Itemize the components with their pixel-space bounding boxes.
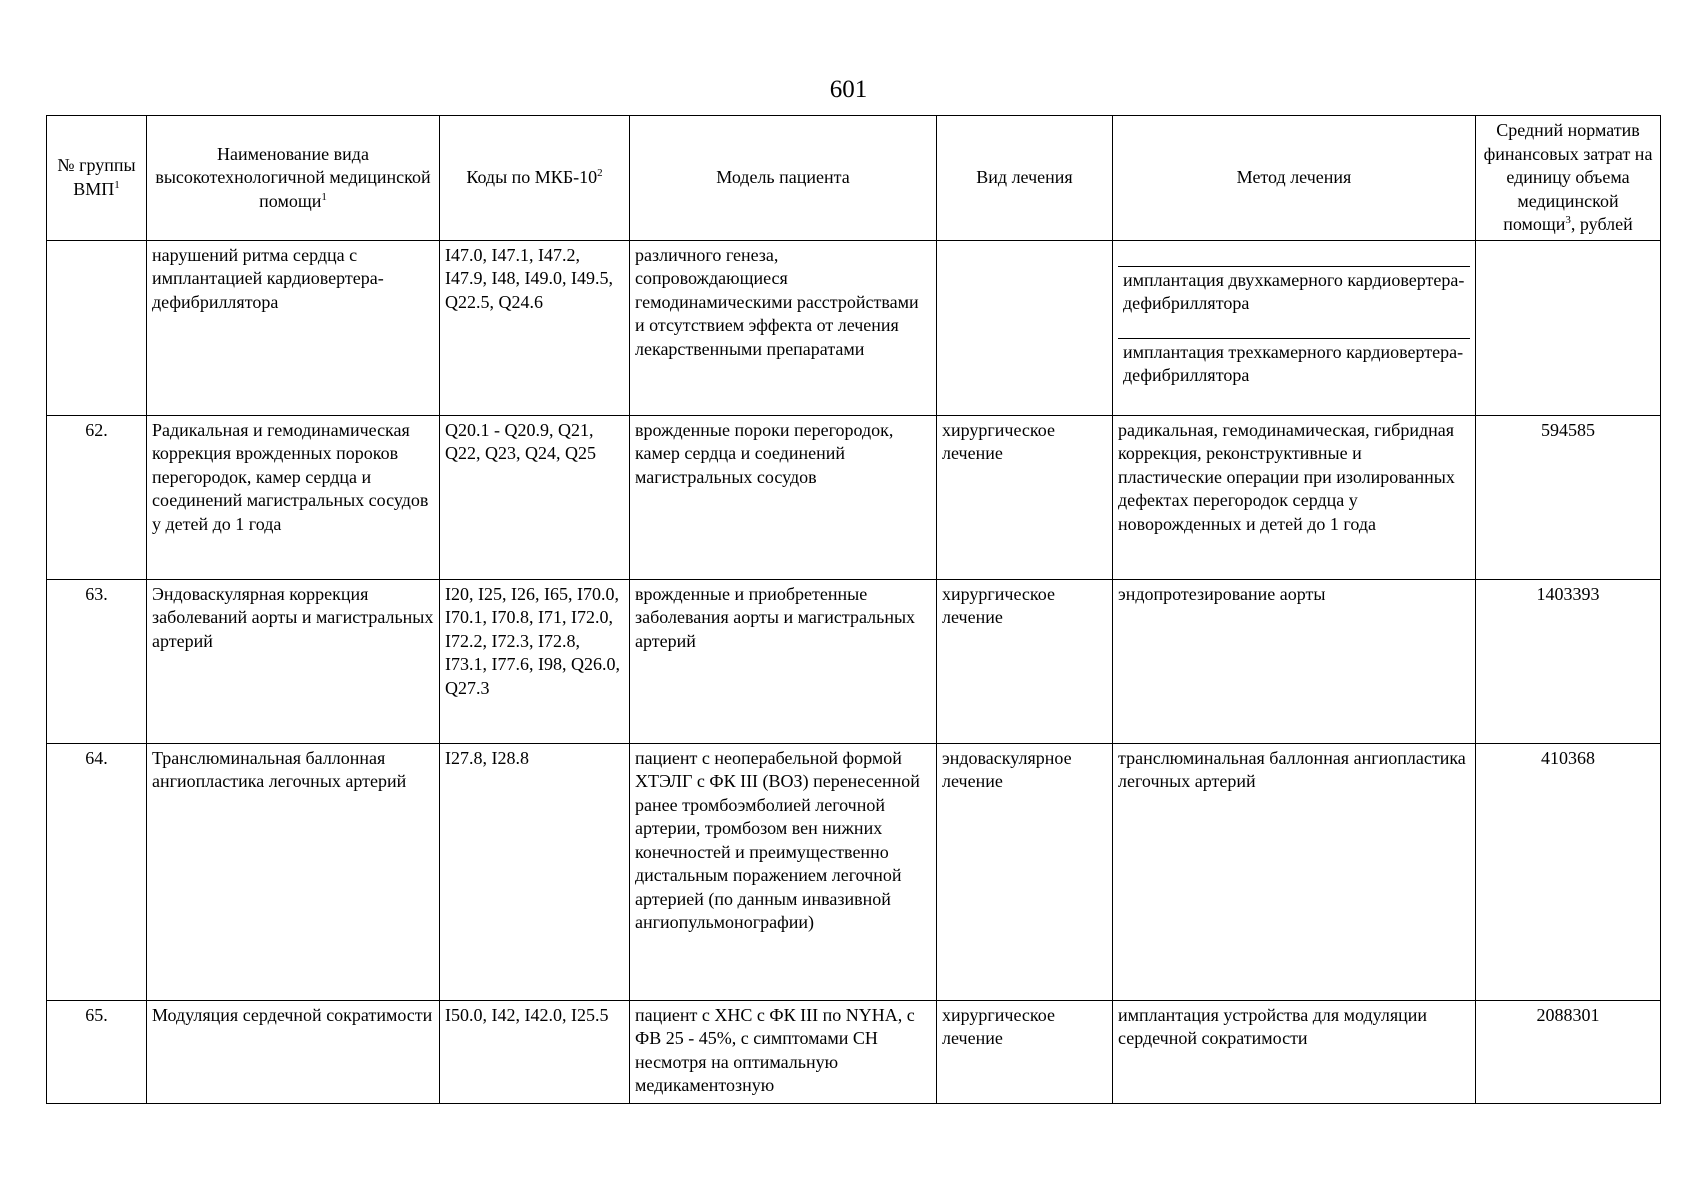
- header-cost: Средний норматив финансовых затрат на единицу объема медицинской помощи$^3$, рублей: [1476, 116, 1661, 241]
- row-type: хирургическое лечение: [937, 579, 1113, 743]
- row-model: пациент с ХНС с ФК III по NYHA, с ФВ 25 - 45%, с симптомами СН несмотря на оптимальную медикаментозную: [630, 1000, 937, 1103]
- row-codes: I27.8, I28.8: [440, 743, 630, 1000]
- header-model: Модель пациента: [630, 116, 937, 241]
- row-method: эндопротезирование аорты: [1113, 579, 1476, 743]
- table-row: [47, 1000, 1661, 1103]
- row-cost: 1403393: [1476, 579, 1661, 743]
- row-name: Эндоваскулярная коррекция заболеваний аорты и магистральных артерий: [147, 579, 440, 743]
- row-name: Радикальная и гемодинамическая коррекция врожденных пороков перегородок, камер сердца и соединений магистральных сосудов у детей до 1 года: [147, 415, 440, 579]
- header-type: Вид лечения: [937, 116, 1113, 241]
- row-name: Модуляция сердечной сократимости: [147, 1000, 440, 1103]
- row-num: 63.: [47, 579, 147, 743]
- row-num: 64.: [47, 743, 147, 1000]
- row-type: хирургическое лечение: [937, 415, 1113, 579]
- page-number: 601: [829, 76, 868, 103]
- table-row: [47, 743, 1661, 1000]
- row-name: Транслюминальная баллонная ангиопластика легочных артерий: [147, 743, 440, 1000]
- row-cost: 2088301: [1476, 1000, 1661, 1103]
- row-codes: Q20.1 - Q20.9, Q21, Q22, Q23, Q24, Q25: [440, 415, 630, 579]
- row-type: хирургическое лечение: [937, 1000, 1113, 1103]
- row-cost: 594585: [1476, 415, 1661, 579]
- row-model: различного генеза, сопровождающиеся гемодинамическими расстройствами и отсутствием эффекта от лечения лекарственными препаратами: [630, 240, 937, 415]
- row-cost: [1476, 240, 1661, 415]
- row-type: эндоваскулярное лечение: [937, 743, 1113, 1000]
- table-row: [47, 240, 1661, 415]
- table-row: [47, 579, 1661, 743]
- row-cost: 410368: [1476, 743, 1661, 1000]
- header-name: Наименование вида высокотехнологичной медицинской помощи$^1$: [147, 116, 440, 241]
- row-method: имплантация устройства для модуляции сердечной сократимости: [1113, 1000, 1476, 1103]
- header-codes: Коды по МКБ-$10^2$: [440, 116, 630, 241]
- row-num: 62.: [47, 415, 147, 579]
- method-item: имплантация двухкамерного кардиовертера-дефибриллятора: [1118, 267, 1470, 339]
- table-row: [47, 415, 1661, 579]
- row-model: врожденные пороки перегородок, камер сердца и соединений магистральных сосудов: [630, 415, 937, 579]
- row-codes: I47.0, I47.1, I47.2, I47.9, I48, I49.0, I49.5, Q22.5, Q24.6: [440, 240, 630, 415]
- row-type: [937, 240, 1113, 415]
- method-item: имплантация трехкамерного кардиовертера-дефибриллятора: [1123, 341, 1464, 385]
- row-num: [47, 240, 147, 415]
- header-method: Метод лечения: [1113, 116, 1476, 241]
- table-header-row: [47, 116, 1661, 241]
- row-model: пациент с неоперабельной формой ХТЭЛГ с ФК III (ВОЗ) перенесенной ранее тромбоэмболией легочной артерии, тромбозом вен нижних конечностей и преимущественно дистальным поражением легочной артерией (по данным инвазивной ангиопульмонографии): [630, 743, 937, 1000]
- method-empty-cell: [1118, 244, 1470, 267]
- row-codes: I50.0, I42, I42.0, I25.5: [440, 1000, 630, 1103]
- row-method: транслюминальная баллонная ангиопластика легочных артерий: [1113, 743, 1476, 1000]
- vmp-table: [46, 115, 1661, 1104]
- row-model: врожденные и приобретенные заболевания аорты и магистральных артерий: [630, 579, 937, 743]
- row-num: 65.: [47, 1000, 147, 1103]
- row-method: [1113, 240, 1476, 415]
- row-codes: I20, I25, I26, I65, I70.0, I70.1, I70.8, I71, I72.0, I72.2, I72.3, I72.8, I73.1, I77.6, I98, Q26.0, Q27.3: [440, 579, 630, 743]
- row-name: нарушений ритма сердца с имплантацией кардиовертера-дефибриллятора: [147, 240, 440, 415]
- header-group: № группы ВМП$^1$: [47, 116, 147, 241]
- row-method: радикальная, гемодинамическая, гибридная коррекция, реконструктивные и пластические операции при изолированных дефектах перегородок сердца у новорожденных и детей до 1 года: [1113, 415, 1476, 579]
